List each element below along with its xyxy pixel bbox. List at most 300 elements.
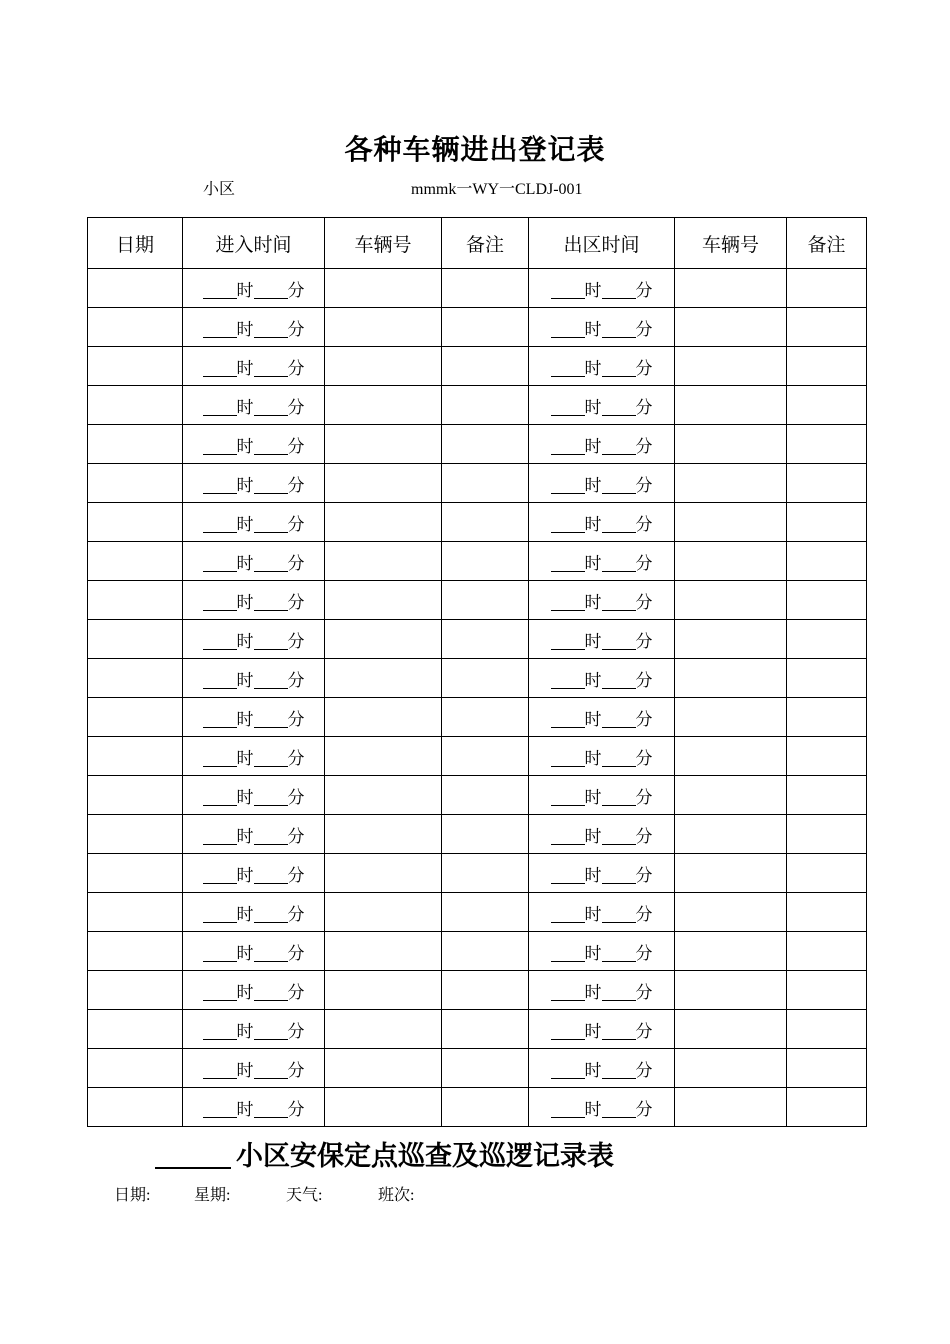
exit-time-cell[interactable] (529, 308, 675, 347)
exit-time-cell[interactable] (529, 464, 675, 503)
entry-time-cell[interactable] (183, 386, 325, 425)
date-cell[interactable] (88, 425, 183, 464)
hour-unit: 时 (584, 1060, 602, 1080)
date-cell[interactable] (88, 737, 183, 776)
minute-unit: 分 (287, 787, 305, 807)
exit-time-cell[interactable] (529, 425, 675, 464)
exit-plate-cell[interactable] (675, 386, 787, 425)
field-weather-label: 天气: (286, 1187, 323, 1204)
minute-unit: 分 (635, 865, 653, 885)
entry-plate-cell[interactable] (325, 581, 442, 620)
hour-blank[interactable] (551, 710, 585, 728)
entry-time-cell[interactable] (183, 971, 325, 1010)
exit-remark-cell[interactable] (787, 1049, 867, 1088)
entry-plate-cell[interactable] (325, 815, 442, 854)
hour-blank[interactable] (551, 398, 585, 416)
exit-plate-cell[interactable] (675, 269, 787, 308)
header-date: 日期 (88, 218, 183, 269)
hour-blank[interactable] (203, 593, 237, 611)
entry-plate-cell[interactable] (325, 932, 442, 971)
hour-blank[interactable] (551, 866, 585, 884)
exit-plate-cell[interactable] (675, 347, 787, 386)
exit-time-cell[interactable] (529, 815, 675, 854)
minute-blank[interactable] (602, 1022, 636, 1040)
hour-blank[interactable] (203, 1100, 237, 1118)
minute-unit: 分 (287, 826, 305, 846)
minute-blank[interactable] (602, 398, 636, 416)
hour-unit: 时 (584, 631, 602, 651)
hour-blank[interactable] (551, 1061, 585, 1079)
hour-blank[interactable] (203, 905, 237, 923)
date-cell[interactable] (88, 776, 183, 815)
exit-time-cell[interactable] (529, 776, 675, 815)
entry-time-cell[interactable] (183, 308, 325, 347)
entry-plate-cell[interactable] (325, 893, 442, 932)
table-row (88, 347, 867, 386)
hour-blank[interactable] (551, 359, 585, 377)
minute-blank[interactable] (602, 944, 636, 962)
table-row (88, 542, 867, 581)
entry-time-cell[interactable] (183, 932, 325, 971)
table-row (88, 269, 867, 308)
date-cell[interactable] (88, 308, 183, 347)
hour-blank[interactable] (203, 1061, 237, 1079)
minute-blank[interactable] (602, 1061, 636, 1079)
entry-plate-cell[interactable] (325, 1049, 442, 1088)
exit-time-cell[interactable] (529, 386, 675, 425)
hour-blank[interactable] (551, 944, 585, 962)
hour-blank[interactable] (551, 515, 585, 533)
hour-blank[interactable] (203, 281, 237, 299)
hour-blank[interactable] (203, 1022, 237, 1040)
entry-plate-cell[interactable] (325, 854, 442, 893)
exit-plate-cell[interactable] (675, 542, 787, 581)
minute-blank[interactable] (254, 281, 288, 299)
exit-remark-cell[interactable] (787, 854, 867, 893)
exit-time-cell[interactable] (529, 893, 675, 932)
exit-time-cell[interactable] (529, 1049, 675, 1088)
entry-remark-cell[interactable] (442, 308, 529, 347)
hour-unit: 时 (236, 514, 254, 534)
hour-blank[interactable] (551, 905, 585, 923)
minute-unit: 分 (635, 904, 653, 924)
table-row (88, 386, 867, 425)
exit-plate-cell[interactable] (675, 503, 787, 542)
date-cell[interactable] (88, 815, 183, 854)
hour-blank[interactable] (551, 788, 585, 806)
minute-blank[interactable] (254, 710, 288, 728)
exit-remark-cell[interactable] (787, 698, 867, 737)
date-cell[interactable] (88, 503, 183, 542)
entry-remark-cell[interactable] (442, 464, 529, 503)
minute-unit: 分 (287, 865, 305, 885)
hour-blank[interactable] (203, 788, 237, 806)
minute-unit: 分 (635, 475, 653, 495)
minute-blank[interactable] (602, 905, 636, 923)
exit-remark-cell[interactable] (787, 932, 867, 971)
hour-blank[interactable] (551, 476, 585, 494)
minute-blank[interactable] (254, 749, 288, 767)
exit-remark-cell[interactable] (787, 737, 867, 776)
entry-remark-cell[interactable] (442, 698, 529, 737)
exit-remark-cell[interactable] (787, 269, 867, 308)
entry-time-cell[interactable] (183, 464, 325, 503)
table-row (88, 893, 867, 932)
entry-plate-cell[interactable] (325, 308, 442, 347)
hour-unit: 时 (584, 592, 602, 612)
exit-time-cell[interactable] (529, 269, 675, 308)
entry-remark-cell[interactable] (442, 737, 529, 776)
minute-unit: 分 (635, 280, 653, 300)
minute-blank[interactable] (254, 1100, 288, 1118)
exit-plate-cell[interactable] (675, 815, 787, 854)
minute-unit: 分 (287, 982, 305, 1002)
minute-blank[interactable] (602, 1100, 636, 1118)
exit-time-cell[interactable] (529, 659, 675, 698)
hour-blank[interactable] (551, 749, 585, 767)
exit-remark-cell[interactable] (787, 503, 867, 542)
entry-remark-cell[interactable] (442, 854, 529, 893)
exit-time-cell[interactable] (529, 542, 675, 581)
entry-plate-cell[interactable] (325, 386, 442, 425)
minute-blank[interactable] (254, 866, 288, 884)
date-cell[interactable] (88, 347, 183, 386)
exit-remark-cell[interactable] (787, 581, 867, 620)
hour-unit: 时 (236, 904, 254, 924)
entry-plate-cell[interactable] (325, 464, 442, 503)
hour-unit: 时 (584, 358, 602, 378)
hour-blank[interactable] (203, 632, 237, 650)
entry-time-cell[interactable] (183, 425, 325, 464)
exit-plate-cell[interactable] (675, 854, 787, 893)
entry-remark-cell[interactable] (442, 425, 529, 464)
date-cell[interactable] (88, 464, 183, 503)
minute-blank[interactable] (254, 632, 288, 650)
hour-blank[interactable] (551, 554, 585, 572)
minute-blank[interactable] (602, 320, 636, 338)
minute-blank[interactable] (602, 749, 636, 767)
minute-blank[interactable] (602, 515, 636, 533)
date-cell[interactable] (88, 542, 183, 581)
table-row (88, 815, 867, 854)
minute-blank[interactable] (254, 437, 288, 455)
hour-unit: 时 (236, 982, 254, 1002)
exit-plate-cell[interactable] (675, 581, 787, 620)
entry-time-cell[interactable] (183, 269, 325, 308)
minute-blank[interactable] (254, 983, 288, 1001)
entry-remark-cell[interactable] (442, 269, 529, 308)
entry-plate-cell[interactable] (325, 347, 442, 386)
minute-unit: 分 (635, 748, 653, 768)
entry-remark-cell[interactable] (442, 1088, 529, 1127)
entry-time-cell[interactable] (183, 776, 325, 815)
hour-blank[interactable] (203, 710, 237, 728)
exit-time-cell[interactable] (529, 581, 675, 620)
hour-blank[interactable] (203, 554, 237, 572)
entry-remark-cell[interactable] (442, 1049, 529, 1088)
entry-time-cell[interactable] (183, 893, 325, 932)
exit-remark-cell[interactable] (787, 971, 867, 1010)
exit-time-cell[interactable] (529, 932, 675, 971)
minute-blank[interactable] (254, 359, 288, 377)
entry-remark-cell[interactable] (442, 503, 529, 542)
minute-blank[interactable] (602, 827, 636, 845)
hour-blank[interactable] (203, 944, 237, 962)
table-row (88, 464, 867, 503)
exit-plate-cell[interactable] (675, 971, 787, 1010)
entry-remark-cell[interactable] (442, 932, 529, 971)
hour-blank[interactable] (203, 437, 237, 455)
minute-unit: 分 (635, 358, 653, 378)
exit-plate-cell[interactable] (675, 1049, 787, 1088)
minute-blank[interactable] (602, 788, 636, 806)
minute-blank[interactable] (602, 632, 636, 650)
minute-unit: 分 (287, 280, 305, 300)
hour-blank[interactable] (551, 320, 585, 338)
minute-unit: 分 (287, 436, 305, 456)
exit-plate-cell[interactable] (675, 893, 787, 932)
exit-remark-cell[interactable] (787, 1088, 867, 1127)
date-cell[interactable] (88, 1088, 183, 1127)
minute-blank[interactable] (602, 671, 636, 689)
exit-time-cell[interactable] (529, 1088, 675, 1127)
exit-remark-cell[interactable] (787, 542, 867, 581)
minute-blank[interactable] (602, 866, 636, 884)
entry-remark-cell[interactable] (442, 386, 529, 425)
hour-unit: 时 (584, 319, 602, 339)
hour-blank[interactable] (203, 749, 237, 767)
exit-time-cell[interactable] (529, 347, 675, 386)
exit-plate-cell[interactable] (675, 698, 787, 737)
hour-blank[interactable] (203, 398, 237, 416)
header-entry-plate: 车辆号 (325, 218, 442, 269)
minute-blank[interactable] (602, 554, 636, 572)
entry-time-cell[interactable] (183, 737, 325, 776)
hour-unit: 时 (584, 787, 602, 807)
entry-time-cell[interactable] (183, 659, 325, 698)
exit-remark-cell[interactable] (787, 659, 867, 698)
entry-time-cell[interactable] (183, 542, 325, 581)
exit-remark-cell[interactable] (787, 308, 867, 347)
minute-unit: 分 (287, 670, 305, 690)
minute-blank[interactable] (602, 476, 636, 494)
second-form-title (155, 1134, 614, 1173)
date-cell[interactable] (88, 698, 183, 737)
date-cell[interactable] (88, 854, 183, 893)
entry-time-cell[interactable] (183, 1010, 325, 1049)
entry-plate-cell[interactable] (325, 503, 442, 542)
exit-time-cell[interactable] (529, 854, 675, 893)
entry-remark-cell[interactable] (442, 776, 529, 815)
entry-time-cell[interactable] (183, 503, 325, 542)
hour-blank[interactable] (203, 866, 237, 884)
exit-time-cell[interactable] (529, 1010, 675, 1049)
entry-plate-cell[interactable] (325, 1088, 442, 1127)
hour-blank[interactable] (551, 281, 585, 299)
minute-blank[interactable] (254, 788, 288, 806)
entry-time-cell[interactable] (183, 581, 325, 620)
minute-blank[interactable] (254, 554, 288, 572)
exit-remark-cell[interactable] (787, 776, 867, 815)
minute-unit: 分 (287, 1060, 305, 1080)
minute-blank[interactable] (254, 827, 288, 845)
page-title: 各种车辆进出登记表 (344, 133, 606, 166)
hour-unit: 时 (236, 826, 254, 846)
minute-unit: 分 (635, 319, 653, 339)
vehicle-log-table (87, 217, 867, 1127)
entry-remark-cell[interactable] (442, 542, 529, 581)
entry-time-cell[interactable] (183, 347, 325, 386)
entry-plate-cell[interactable] (325, 542, 442, 581)
minute-blank[interactable] (602, 983, 636, 1001)
hour-unit: 时 (236, 436, 254, 456)
entry-time-cell[interactable] (183, 1049, 325, 1088)
minute-blank[interactable] (254, 671, 288, 689)
date-cell[interactable] (88, 386, 183, 425)
exit-remark-cell[interactable] (787, 464, 867, 503)
minute-unit: 分 (635, 436, 653, 456)
hour-blank[interactable] (203, 671, 237, 689)
date-cell[interactable] (88, 1010, 183, 1049)
exit-remark-cell[interactable] (787, 893, 867, 932)
hour-blank[interactable] (551, 671, 585, 689)
table-row (88, 776, 867, 815)
date-cell[interactable] (88, 1049, 183, 1088)
header-entry-time: 进入时间 (183, 218, 325, 269)
entry-remark-cell[interactable] (442, 620, 529, 659)
entry-remark-cell[interactable] (442, 893, 529, 932)
exit-remark-cell[interactable] (787, 347, 867, 386)
exit-plate-cell[interactable] (675, 425, 787, 464)
exit-plate-cell[interactable] (675, 776, 787, 815)
table-row (88, 1088, 867, 1127)
entry-plate-cell[interactable] (325, 659, 442, 698)
minute-blank[interactable] (254, 905, 288, 923)
hour-blank[interactable] (203, 476, 237, 494)
exit-plate-cell[interactable] (675, 620, 787, 659)
hour-blank[interactable] (551, 983, 585, 1001)
exit-plate-cell[interactable] (675, 659, 787, 698)
minute-blank[interactable] (254, 320, 288, 338)
entry-remark-cell[interactable] (442, 971, 529, 1010)
minute-blank[interactable] (602, 359, 636, 377)
entry-time-cell[interactable] (183, 854, 325, 893)
date-cell[interactable] (88, 893, 183, 932)
entry-plate-cell[interactable] (325, 269, 442, 308)
exit-plate-cell[interactable] (675, 1088, 787, 1127)
minute-unit: 分 (287, 397, 305, 417)
minute-unit: 分 (635, 553, 653, 573)
minute-blank[interactable] (602, 437, 636, 455)
minute-unit: 分 (635, 514, 653, 534)
hour-blank[interactable] (551, 437, 585, 455)
hour-blank[interactable] (203, 515, 237, 533)
entry-time-cell[interactable] (183, 815, 325, 854)
entry-time-cell[interactable] (183, 1088, 325, 1127)
entry-plate-cell[interactable] (325, 698, 442, 737)
exit-plate-cell[interactable] (675, 464, 787, 503)
entry-plate-cell[interactable] (325, 1010, 442, 1049)
exit-remark-cell[interactable] (787, 425, 867, 464)
hour-blank[interactable] (203, 827, 237, 845)
entry-remark-cell[interactable] (442, 815, 529, 854)
date-cell[interactable] (88, 971, 183, 1010)
exit-time-cell[interactable] (529, 971, 675, 1010)
exit-time-cell[interactable] (529, 737, 675, 776)
date-cell[interactable] (88, 581, 183, 620)
minute-blank[interactable] (602, 710, 636, 728)
hour-blank[interactable] (551, 632, 585, 650)
entry-time-cell[interactable] (183, 698, 325, 737)
date-cell[interactable] (88, 932, 183, 971)
minute-blank[interactable] (254, 398, 288, 416)
exit-remark-cell[interactable] (787, 815, 867, 854)
minute-blank[interactable] (254, 515, 288, 533)
exit-plate-cell[interactable] (675, 1010, 787, 1049)
hour-unit: 时 (584, 982, 602, 1002)
hour-unit: 时 (584, 865, 602, 885)
hour-blank[interactable] (551, 827, 585, 845)
table-row (88, 1049, 867, 1088)
exit-time-cell[interactable] (529, 698, 675, 737)
entry-plate-cell[interactable] (325, 776, 442, 815)
hour-blank[interactable] (551, 1022, 585, 1040)
minute-blank[interactable] (602, 281, 636, 299)
community-name-blank[interactable] (155, 1141, 231, 1169)
minute-unit: 分 (287, 553, 305, 573)
exit-remark-cell[interactable] (787, 1010, 867, 1049)
minute-unit: 分 (635, 1060, 653, 1080)
exit-plate-cell[interactable] (675, 308, 787, 347)
entry-plate-cell[interactable] (325, 620, 442, 659)
minute-blank[interactable] (254, 1061, 288, 1079)
exit-plate-cell[interactable] (675, 737, 787, 776)
exit-plate-cell[interactable] (675, 932, 787, 971)
entry-plate-cell[interactable] (325, 737, 442, 776)
entry-plate-cell[interactable] (325, 425, 442, 464)
entry-time-cell[interactable] (183, 620, 325, 659)
minute-unit: 分 (287, 943, 305, 963)
hour-blank[interactable] (551, 593, 585, 611)
table-row (88, 581, 867, 620)
hour-blank[interactable] (203, 320, 237, 338)
minute-unit: 分 (635, 826, 653, 846)
exit-time-cell[interactable] (529, 620, 675, 659)
exit-remark-cell[interactable] (787, 620, 867, 659)
date-cell[interactable] (88, 620, 183, 659)
hour-unit: 时 (584, 553, 602, 573)
minute-blank[interactable] (602, 593, 636, 611)
exit-time-cell[interactable] (529, 503, 675, 542)
entry-remark-cell[interactable] (442, 1010, 529, 1049)
entry-remark-cell[interactable] (442, 659, 529, 698)
hour-blank[interactable] (203, 359, 237, 377)
minute-blank[interactable] (254, 476, 288, 494)
entry-remark-cell[interactable] (442, 347, 529, 386)
entry-plate-cell[interactable] (325, 971, 442, 1010)
exit-remark-cell[interactable] (787, 386, 867, 425)
hour-blank[interactable] (203, 983, 237, 1001)
hour-blank[interactable] (551, 1100, 585, 1118)
entry-remark-cell[interactable] (442, 581, 529, 620)
hour-unit: 时 (236, 319, 254, 339)
date-cell[interactable] (88, 269, 183, 308)
hour-unit: 时 (584, 709, 602, 729)
minute-blank[interactable] (254, 1022, 288, 1040)
date-cell[interactable] (88, 659, 183, 698)
minute-blank[interactable] (254, 593, 288, 611)
minute-blank[interactable] (254, 944, 288, 962)
